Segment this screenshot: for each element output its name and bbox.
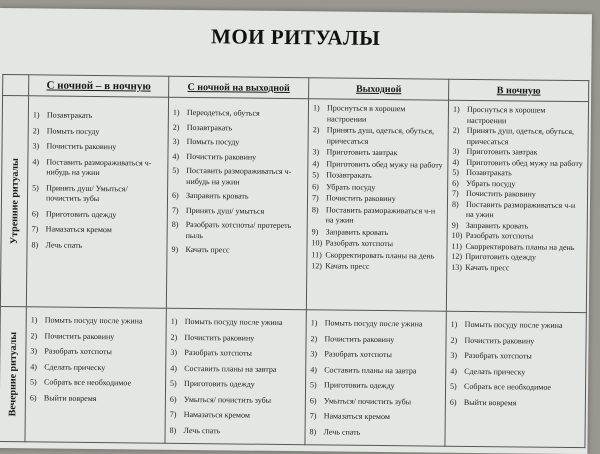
- cell-morning-0: [26, 96, 168, 308]
- list-item: Лечь спать: [323, 426, 361, 437]
- cell-evening-2: [305, 310, 446, 446]
- ritual-list: [26, 307, 166, 404]
- list-item: Помыть посуду после ужина: [184, 316, 283, 327]
- list-item: Разобрать хотспоты: [325, 238, 394, 249]
- list-item: Поставить размораживаться ч-н на ужин: [465, 199, 576, 220]
- paper-sheet: [0, 8, 592, 454]
- list-item: Качать пресс: [185, 244, 230, 255]
- list-item: Собрать все необходимое: [464, 381, 552, 392]
- list-item: Помыть посуду после ужина: [44, 315, 143, 326]
- column-header-dayoff: Выходной: [309, 78, 449, 100]
- list-item: Заправить кровать: [325, 226, 389, 237]
- list-item: Поставить размораживаться ч-нибудь на ужин: [186, 165, 292, 187]
- list-item: Сделать прическу: [464, 366, 526, 377]
- list-item: Разобрать хотспоты: [184, 347, 252, 358]
- cell-evening-1: [165, 308, 306, 444]
- list-item: Намазаться кремом: [323, 411, 390, 422]
- evening-row: [0, 307, 586, 448]
- column-header-night-to-dayoff: С ночной на выходной: [169, 76, 309, 98]
- corner-cell: [3, 75, 29, 96]
- list-item: Почистить раковину: [466, 188, 536, 199]
- list-item: Приготовить завтрак: [326, 147, 398, 158]
- list-item: Качать пресс: [465, 262, 510, 272]
- list-item: Разобрать хотспоты/ протереть пыль: [185, 219, 292, 240]
- list-item: Убрать посуду: [326, 181, 376, 192]
- ritual-list: [27, 96, 168, 251]
- list-item: Почистить раковину: [464, 335, 535, 346]
- list-item: Почистить раковину: [324, 333, 395, 344]
- list-item: Приготовить завтрак: [466, 146, 538, 157]
- list-item: Почистить раковину: [184, 332, 255, 343]
- morning-row: [0, 96, 588, 313]
- list-item: Поставить размораживаться ч-н на ужин: [325, 204, 436, 225]
- list-item: Приготовить одежду: [465, 251, 537, 262]
- list-item: Поставить размораживаться ч-нибудь на ужин: [46, 156, 152, 178]
- ritual-list: [306, 310, 446, 438]
- column-header-night-to-night: С ночной – в ночную: [29, 75, 169, 97]
- morning-row-label: Утренние ритуалы: [0, 96, 28, 307]
- list-item: Составить планы на завтра: [184, 363, 277, 374]
- list-item: Разобрать хотспоты: [324, 349, 392, 360]
- list-item: Намазаться кремом: [45, 224, 112, 235]
- list-item: Помыть посуду: [186, 136, 240, 147]
- rituals-table: [0, 74, 589, 448]
- cell-evening-0: [25, 307, 166, 443]
- list-item: Принять душ/ умыться: [185, 205, 265, 216]
- ritual-list: [447, 101, 588, 274]
- list-item: Помыть посуду после ужина: [464, 319, 563, 330]
- list-item: Скорректировать планы на день: [465, 241, 575, 252]
- list-item: Приготовить обед мужу на работу: [326, 158, 443, 170]
- list-item: Проснуться в хорошем настроении: [326, 103, 406, 124]
- list-item: Умыться/ почистить зубы: [323, 395, 412, 406]
- list-item: Качать пресс: [325, 261, 370, 271]
- list-item: Помыть посуду после ужина: [324, 318, 423, 329]
- list-item: Приготовить одежду: [184, 378, 255, 389]
- ritual-list: [166, 309, 306, 437]
- list-item: Умыться/ почистить зубы: [183, 394, 272, 405]
- page-title: МОИ РИТУАЛЫ: [210, 24, 381, 50]
- list-item: Переодеться, обуться: [186, 107, 260, 118]
- list-item: Скорректировать планы на день: [325, 249, 435, 261]
- list-item: Помыть посуду: [46, 125, 100, 136]
- list-item: Почистить раковину: [44, 330, 115, 341]
- list-item: Позавтракать: [46, 110, 93, 120]
- list-item: Позавтракать: [466, 167, 512, 178]
- list-item: Разобрать хотспоты: [465, 230, 534, 241]
- column-header-to-night: В ночную: [449, 79, 589, 101]
- list-item: Собрать все необходимое: [44, 377, 132, 388]
- list-item: Разобрать хотспоты: [44, 346, 112, 357]
- evening-row-label: Вечерние ритуалы: [0, 307, 26, 442]
- list-item: Почистить раковину: [46, 141, 117, 152]
- list-item: Заправить кровать: [186, 190, 249, 201]
- list-item: Приготовить одежду: [45, 208, 117, 219]
- list-item: Почистить раковину: [186, 151, 257, 162]
- list-item: Заправить кровать: [465, 220, 529, 231]
- list-item: Принять душ, одеться, обуться, причесаться: [466, 125, 575, 146]
- cell-morning-3: [446, 100, 588, 312]
- ritual-list: [167, 98, 308, 257]
- ritual-list: [446, 312, 586, 409]
- list-item: Составить планы на завтра: [324, 364, 417, 375]
- list-item: Позавтракать: [326, 170, 372, 180]
- list-item: Разобрать хотспоты: [464, 350, 532, 361]
- list-item: Намазаться кремом: [183, 409, 250, 420]
- list-item: Лечь спать: [183, 425, 221, 435]
- list-item: Принять душ/ Умыться/ почистить зубы: [45, 182, 128, 204]
- cell-morning-2: [306, 99, 448, 311]
- list-item: Сделать прическу: [44, 361, 106, 372]
- list-item: Проснуться в хорошем настроении: [466, 104, 546, 125]
- cell-evening-3: [445, 311, 586, 447]
- list-item: Позавтракать: [186, 122, 233, 132]
- list-item: Почистить раковину: [325, 193, 396, 204]
- list-item: Убрать посуду: [466, 178, 516, 188]
- list-item: Выйти вовремя: [463, 397, 517, 407]
- list-item: Принять душ, одеться, обуться, причесаться: [326, 125, 435, 146]
- list-item: Лечь спать: [45, 239, 83, 250]
- list-item: Выйти вовремя: [43, 392, 97, 403]
- list-item: Приготовить обед мужу на работу: [466, 157, 583, 168]
- list-item: Приготовить одежду: [324, 380, 395, 391]
- cell-morning-1: [166, 97, 308, 309]
- ritual-list: [307, 99, 448, 273]
